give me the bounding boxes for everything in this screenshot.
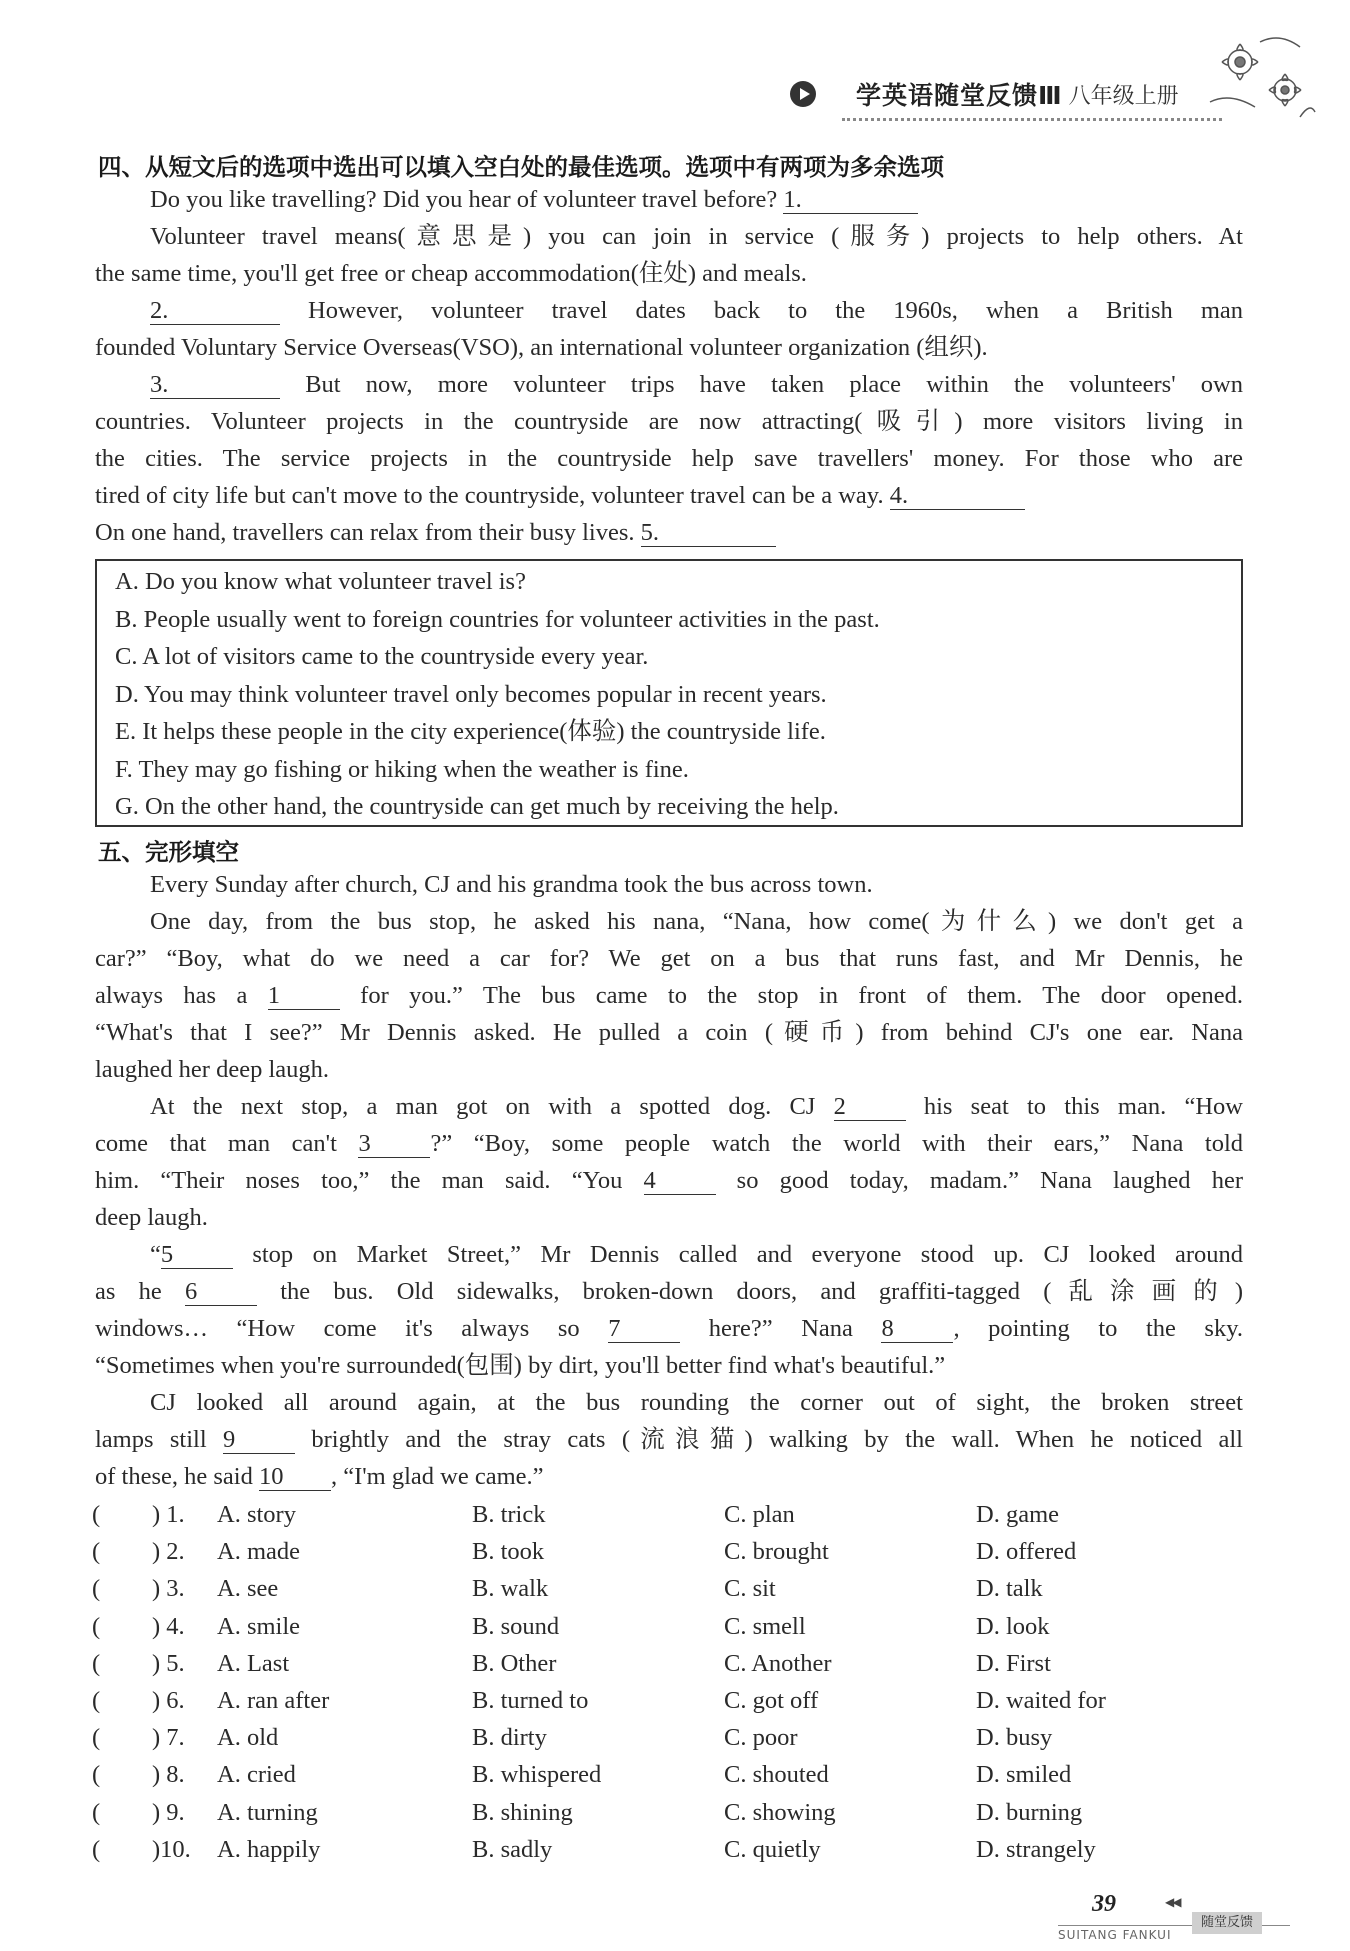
answer-blank: 8 [881, 1316, 953, 1343]
question-number: ) 2. [152, 1538, 185, 1566]
choice-a: A. happily [217, 1835, 321, 1863]
passage-text: ?” “Boy, some people watch the world with their ears,” Nana told [430, 1130, 1243, 1157]
passage-text: tired of city life but can't move to the countryside, volunteer travel can be a way. [95, 482, 890, 509]
choice-b: B. sound [472, 1612, 560, 1640]
answer-paren: ( [92, 1761, 101, 1789]
section4-line [95, 518, 1243, 548]
question-number: ) 3. [152, 1575, 185, 1603]
choice-c: C. quietly [724, 1835, 821, 1863]
section4-line [95, 333, 1243, 363]
answer-blank: 7 [608, 1316, 680, 1343]
question-row [92, 1612, 1192, 1642]
choice-d: D. burning [976, 1798, 1083, 1826]
choice-b: B. trick [472, 1501, 546, 1528]
passage-text: his seat to this man. “How [905, 1093, 1243, 1120]
passage-text: the cities. The service projects in the countryside help save travellers' money. For those who are [95, 445, 1243, 472]
section5-line [95, 1425, 1243, 1455]
section5-line [95, 1314, 1243, 1344]
question-row [92, 1500, 1192, 1530]
passage-text: laughed her deep laugh. [95, 1056, 330, 1083]
section5-line [150, 907, 1243, 937]
passage-text: Do you like travelling? Did you hear of volunteer travel before? [150, 186, 784, 213]
answer-blank: 5. [641, 520, 776, 547]
answer-blank: 3 [358, 1131, 430, 1158]
passage-text: Volunteer travel means(意思是) you can join in service (服务) projects to help others. At [150, 223, 1243, 250]
passage-text: “What's that I see?” Mr Dennis asked. He pulled a coin (硬币) from behind CJ's one ear. Nana [95, 1019, 1243, 1046]
passage-text: stop on Market Street,” Mr Dennis called and everyone stood up. CJ looked around [232, 1241, 1243, 1268]
passage-text: come that man can't [95, 1130, 359, 1157]
section5-line [95, 1166, 1243, 1196]
passage-text: as he [95, 1278, 185, 1305]
choice-a: A. made [217, 1538, 300, 1566]
choice-d: D. busy [976, 1724, 1053, 1752]
section4-line [150, 185, 1243, 215]
answer-blank: 2. [150, 298, 280, 325]
question-row [92, 1723, 1192, 1753]
section5-line [95, 1462, 1243, 1492]
answer-paren: ( [92, 1612, 101, 1640]
choice-d: D. First [976, 1649, 1051, 1677]
choice-c: C. got off [724, 1687, 819, 1714]
passage-text: On one hand, travellers can relax from their busy lives. [95, 519, 641, 546]
section4-line [150, 296, 1243, 326]
choice-b: B. walk [472, 1575, 549, 1603]
header-dotted-rule [842, 118, 1222, 121]
choice-a: A. story [217, 1501, 296, 1528]
footer-pinyin: SUITANG FANKUI [1058, 1928, 1172, 1942]
answer-blank: 1 [268, 983, 340, 1010]
passage-text: However, volunteer travel dates back to the 1960s, when a British man [280, 297, 1243, 324]
section4-line [150, 370, 1243, 400]
answer-blank: 2 [834, 1094, 906, 1121]
choice-a: A. turning [217, 1798, 318, 1826]
passage-text: “ [150, 1241, 161, 1268]
question-row [92, 1649, 1192, 1679]
answer-paren: ( [92, 1724, 101, 1752]
choice-b: B. Other [472, 1649, 557, 1677]
option-item: G. On the other hand, the countryside can get much by receiving the help. [115, 793, 839, 820]
passage-text: deep laugh. [95, 1204, 208, 1231]
choice-a: A. cried [217, 1761, 296, 1789]
choice-d: D. smiled [976, 1761, 1072, 1789]
passage-text: so good today, madam.” Nana laughed her [715, 1167, 1243, 1194]
answer-paren: ( [92, 1649, 101, 1677]
answer-paren: ( [92, 1538, 101, 1566]
question-number: ) 7. [152, 1724, 185, 1752]
choice-c: C. shouted [724, 1761, 829, 1789]
passage-text: car?” “Boy, what do we need a car for? We get on a bus that runs fast, and Mr Dennis, he [95, 945, 1243, 972]
answer-blank: 4 [644, 1168, 716, 1195]
section5-heading: 五、完形填空 [98, 838, 239, 866]
section5-line [150, 1092, 1243, 1122]
question-row [92, 1574, 1192, 1604]
question-number: ) 1. [152, 1501, 185, 1528]
choice-b: B. shining [472, 1798, 573, 1826]
option-item: A. Do you know what volunteer travel is? [115, 568, 526, 595]
answer-blank: 10 [259, 1464, 331, 1491]
page-header [790, 72, 1179, 116]
section5-line [95, 1129, 1243, 1159]
choice-a: A. old [217, 1724, 279, 1752]
page-number: 39 [1092, 1891, 1116, 1917]
passage-text: here?” Nana [680, 1315, 882, 1342]
answer-paren: ( [92, 1501, 101, 1528]
section4-line [95, 444, 1243, 474]
choice-b: B. turned to [472, 1687, 589, 1714]
passage-text: of these, he said [95, 1463, 259, 1490]
passage-text: , “I'm glad we came.” [330, 1463, 544, 1490]
passage-text: , pointing to the sky. [953, 1315, 1243, 1342]
section5-line [95, 1018, 1243, 1048]
section5-line [95, 1203, 1243, 1233]
passage-text: brightly and the stray cats (流浪猫) walking by the wall. When he noticed all [295, 1426, 1243, 1453]
choice-d: D. look [976, 1612, 1050, 1640]
passage-text: Every Sunday after church, CJ and his grandma took the bus across town. [150, 871, 873, 898]
section5-line [150, 1240, 1243, 1270]
passage-text: the same time, you'll get free or cheap accommodation(住处) and meals. [95, 260, 807, 287]
section4-options-box [95, 559, 1243, 827]
passage-text: countries. Volunteer projects in the countryside are now attracting(吸引) more visitors living in [95, 408, 1243, 435]
question-number: ) 6. [152, 1687, 185, 1714]
answer-paren: ( [92, 1798, 101, 1826]
answer-paren: ( [92, 1575, 101, 1603]
question-number: ) 4. [152, 1612, 185, 1640]
question-row [92, 1686, 1192, 1716]
passage-text: him. “Their noses too,” the man said. “You [95, 1167, 644, 1194]
choice-d: D. talk [976, 1575, 1043, 1603]
choice-b: B. sadly [472, 1835, 553, 1863]
question-row [92, 1835, 1192, 1865]
choice-d: D. game [976, 1501, 1059, 1528]
answer-blank: 4. [890, 483, 1025, 510]
section5-line [95, 981, 1243, 1011]
choice-c: C. poor [724, 1724, 798, 1752]
choice-b: B. dirty [472, 1724, 547, 1752]
choice-c: C. sit [724, 1575, 776, 1603]
question-number: )10. [152, 1835, 191, 1863]
choice-a: A. see [217, 1575, 279, 1603]
section5-line [95, 1351, 1243, 1381]
section5-line [95, 944, 1243, 974]
option-item: B. People usually went to foreign countries for volunteer activities in the past. [115, 605, 880, 633]
choice-d: D. offered [976, 1538, 1077, 1566]
question-number: ) 9. [152, 1798, 185, 1826]
passage-text: One day, from the bus stop, he asked his nana, “Nana, how come(为什么) we don't get a [150, 908, 1243, 935]
option-item: E. It helps these people in the city experience(体验) the countryside life. [115, 718, 826, 745]
answer-blank: 6 [185, 1279, 257, 1306]
footer-badge: 随堂反馈 [1192, 1912, 1262, 1934]
option-item: F. They may go fishing or hiking when the weather is fine. [115, 755, 689, 783]
passage-text: “Sometimes when you're surrounded(包围) by dirt, you'll better find what's beautiful.” [95, 1352, 946, 1379]
option-item: C. A lot of visitors came to the countryside every year. [115, 643, 649, 670]
play-icon [790, 81, 816, 107]
choice-a: A. smile [217, 1612, 301, 1640]
passage-text: lamps still [95, 1426, 224, 1453]
choice-b: B. took [472, 1538, 545, 1566]
section4-line [95, 481, 1243, 511]
choice-c: C. brought [724, 1538, 829, 1566]
answer-blank: 3. [150, 372, 280, 399]
passage-text: always has a [95, 982, 268, 1009]
header-title: 学英语随堂反馈Ⅲ [856, 81, 1063, 110]
section5-line [150, 1388, 1243, 1418]
section5-line [95, 1277, 1243, 1307]
question-row [92, 1760, 1192, 1790]
section5-line [150, 870, 1243, 900]
choice-d: D. strangely [976, 1835, 1096, 1863]
passage-text: founded Voluntary Service Overseas(VSO), an international volunteer organization (组织). [95, 334, 988, 361]
section4-heading: 四、从短文后的选项中选出可以填入空白处的最佳选项。选项中有两项为多余选项 [98, 153, 944, 181]
passage-text: windows… “How come it's always so [95, 1315, 609, 1342]
section4-line [150, 222, 1243, 252]
answer-blank: 1. [783, 187, 918, 214]
passage-text: But now, more volunteer trips have taken place within the volunteers' own [280, 371, 1243, 398]
header-grade: 八年级上册 [1068, 83, 1179, 109]
question-row [92, 1537, 1192, 1567]
passage-text: for you.” The bus came to the stop in front of them. The door opened. [339, 982, 1243, 1009]
section4-line [95, 259, 1243, 289]
choice-c: C. plan [724, 1501, 795, 1528]
answer-paren: ( [92, 1687, 101, 1714]
passage-text: At the next stop, a man got on with a spotted dog. CJ [150, 1093, 834, 1120]
choice-c: C. smell [724, 1612, 806, 1640]
passage-text: the bus. Old sidewalks, broken-down doors, and graffiti-tagged (乱涂画的) [256, 1278, 1243, 1305]
choice-c: C. showing [724, 1798, 836, 1826]
choice-b: B. whispered [472, 1761, 602, 1789]
option-item: D. You may think volunteer travel only becomes popular in recent years. [115, 680, 827, 708]
section5-line [95, 1055, 1243, 1085]
choice-a: A. ran after [217, 1687, 330, 1714]
answer-paren: ( [92, 1835, 101, 1863]
choice-c: C. Another [724, 1649, 832, 1677]
choice-a: A. Last [217, 1649, 290, 1677]
answer-blank: 9 [223, 1427, 295, 1454]
flower-decoration-icon [1200, 22, 1320, 132]
answer-blank: 5 [161, 1242, 233, 1269]
question-number: ) 8. [152, 1761, 185, 1789]
double-arrow-icon: ◀◀ [1165, 1895, 1180, 1909]
question-row [92, 1798, 1192, 1828]
passage-text: CJ looked all around again, at the bus rounding the corner out of sight, the broken street [150, 1389, 1243, 1416]
choice-d: D. waited for [976, 1687, 1106, 1714]
section4-line [95, 407, 1243, 437]
question-number: ) 5. [152, 1649, 185, 1677]
